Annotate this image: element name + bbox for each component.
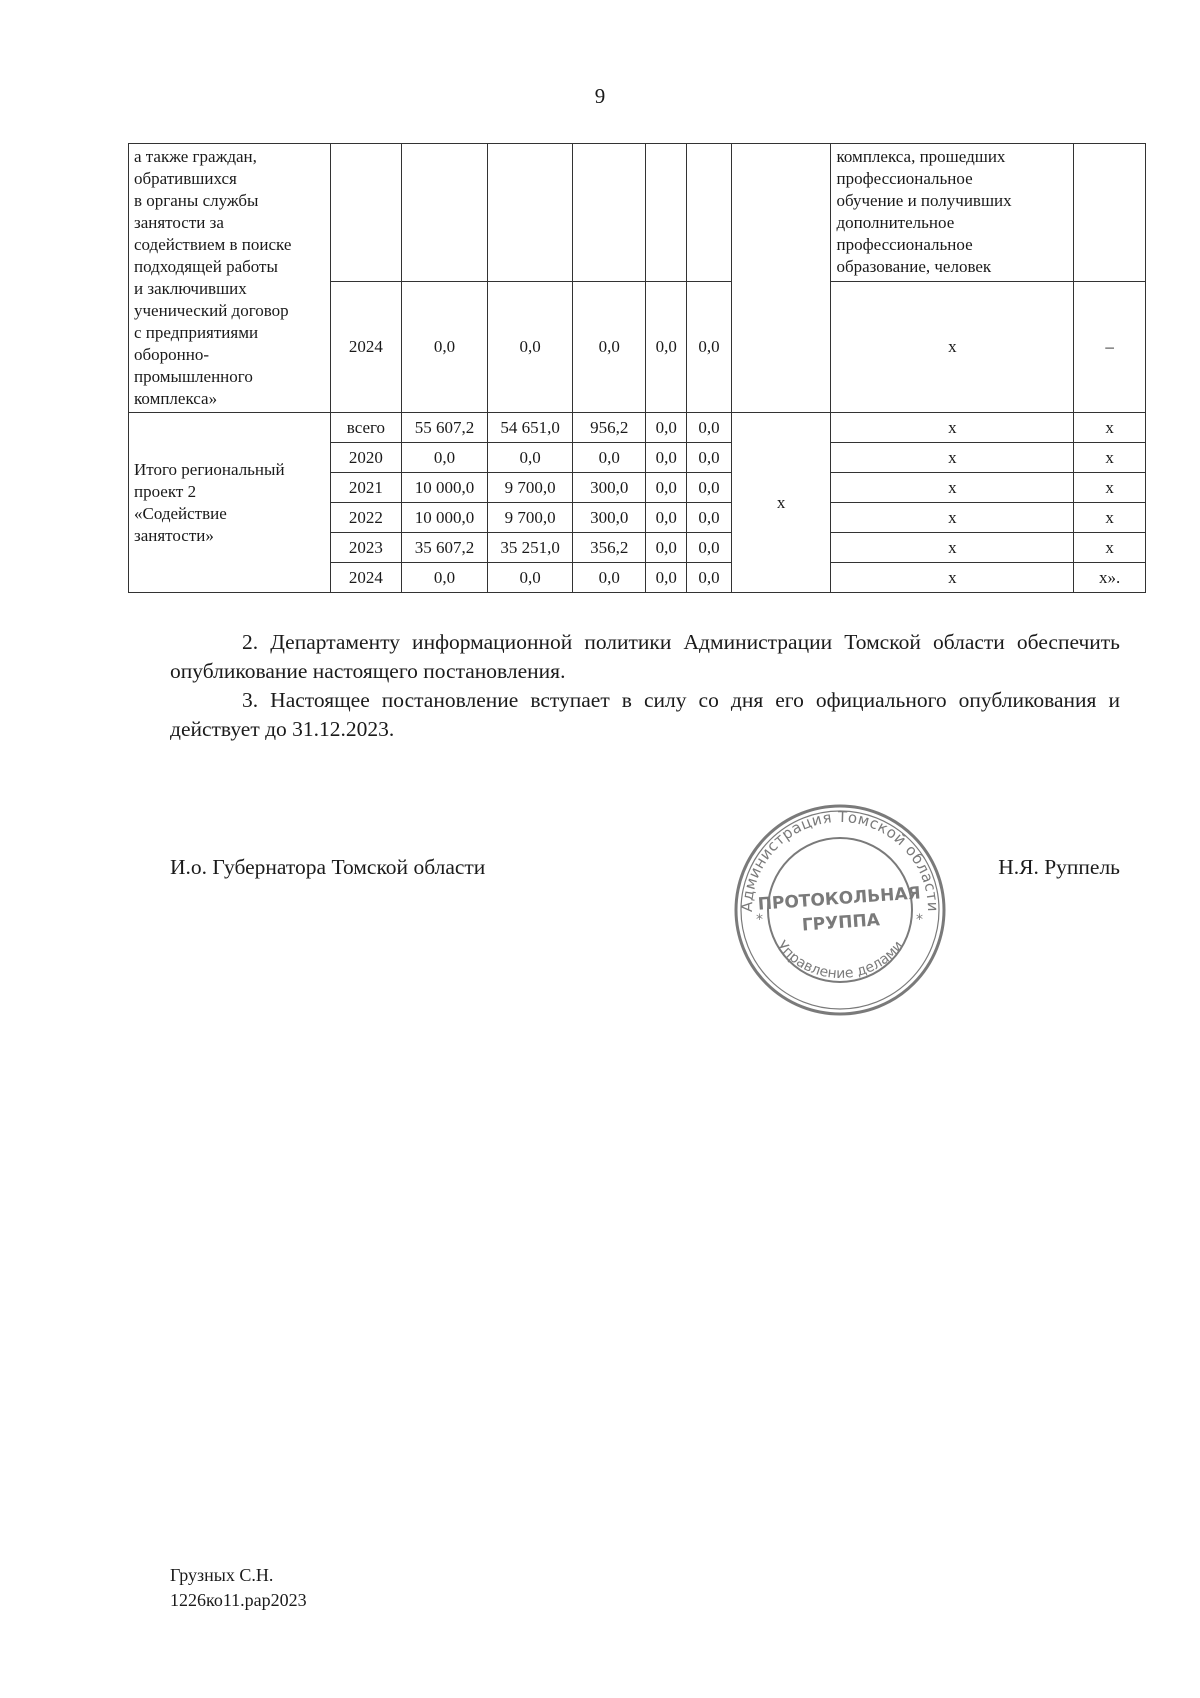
cell-line: промышленного	[134, 367, 253, 386]
value-cell: 0,0	[646, 563, 687, 593]
value-cell: 0,0	[687, 413, 731, 443]
indicator-value-cell: х	[831, 443, 1074, 473]
last-value-cell: х».	[1074, 563, 1146, 593]
cell-line: ученический договор	[134, 301, 289, 320]
year-cell: всего	[330, 413, 402, 443]
value-cell: 0,0	[487, 282, 573, 413]
cell-line: «Содействие	[134, 503, 227, 523]
value-cell: 0,0	[487, 443, 573, 473]
value-cell: 300,0	[573, 503, 646, 533]
value-cell: 9 700,0	[487, 503, 573, 533]
executor-name: Грузных С.Н.	[170, 1565, 274, 1585]
indicator-value-cell: х	[831, 503, 1074, 533]
cell-line: и заключивших	[134, 279, 247, 298]
value-cell: 35 251,0	[487, 533, 573, 563]
budget-table	[128, 143, 1146, 593]
executor-cell	[731, 144, 831, 413]
executor-info	[170, 1563, 307, 1613]
table-cell	[1074, 144, 1146, 282]
cell-line: подходящей работы	[134, 257, 278, 276]
year-cell: 2020	[330, 443, 402, 473]
year-cell: 2024	[330, 563, 402, 593]
stamp-seal	[730, 800, 950, 1020]
table-cell	[573, 144, 646, 282]
value-cell: 35 607,2	[402, 533, 488, 563]
cell-line: а также граждан,	[134, 147, 257, 166]
cell-line: с предприятиями	[134, 323, 259, 342]
stamp-bottom-text: Управление делами	[773, 937, 907, 983]
cell-line: профессиональное	[836, 169, 973, 188]
value-cell: 10 000,0	[402, 473, 488, 503]
paragraph: 3. Настоящее постановление вступает в силу со дня его официального опубликования и действует до 31.12.2023.	[170, 688, 1120, 741]
stamp-ring-text: Администрация Томской области	[737, 807, 943, 913]
cell-line: комплекса, прошедших	[836, 147, 1006, 166]
executor-cell: х	[731, 413, 831, 593]
cell-line: проект 2	[134, 481, 197, 501]
value-cell: 0,0	[687, 443, 731, 473]
last-value-cell: х	[1074, 473, 1146, 503]
signatory-name: Н.Я. Руппель	[998, 855, 1120, 879]
cell-line: комплекса»	[134, 389, 218, 408]
value-cell: 0,0	[573, 282, 646, 413]
value-cell: 0,0	[646, 443, 687, 473]
last-value-cell: х	[1074, 413, 1146, 443]
value-cell: 0,0	[402, 563, 488, 593]
indicator-value-cell: х	[831, 413, 1074, 443]
value-cell: 9 700,0	[487, 473, 573, 503]
value-cell: 0,0	[402, 282, 488, 413]
svg-text:*: *	[916, 912, 923, 928]
total-name-cell	[129, 413, 331, 593]
value-cell: 0,0	[646, 503, 687, 533]
year-cell: 2021	[330, 473, 402, 503]
body-text	[170, 628, 1120, 744]
table-cell	[487, 144, 573, 282]
indicator-value-cell: х	[831, 533, 1074, 563]
last-value-cell: х	[1074, 503, 1146, 533]
value-cell: 0,0	[646, 533, 687, 563]
value-cell: 0,0	[573, 443, 646, 473]
cell-line: образование, человек	[836, 257, 992, 276]
value-cell: 0,0	[687, 533, 731, 563]
value-cell: 0,0	[687, 282, 731, 413]
value-cell: 0,0	[573, 563, 646, 593]
cell-line: содействием в поиске	[134, 235, 292, 254]
cell-line: оборонно-	[134, 345, 210, 364]
cell-line: обратившихся	[134, 169, 237, 188]
cell-line: обучение и получивших	[836, 191, 1012, 210]
table-cell	[402, 144, 488, 282]
stamp-center-line2: ГРУППА	[801, 910, 881, 936]
value-cell: 0,0	[646, 413, 687, 443]
value-cell: 0,0	[687, 563, 731, 593]
value-cell: 0,0	[687, 503, 731, 533]
value-cell: 54 651,0	[487, 413, 573, 443]
table-row	[129, 413, 1146, 443]
cell-line: профессиональное	[836, 235, 973, 254]
paragraph: 2. Департаменту информационной политики Администрации Томской области обеспечить опубликование настоящего постановления.	[170, 630, 1120, 683]
value-cell: 0,0	[646, 473, 687, 503]
indicator-value-cell: х	[831, 282, 1074, 413]
table-row	[129, 144, 1146, 282]
last-value-cell: х	[1074, 533, 1146, 563]
stamp-center-line1: ПРОТОКОЛЬНАЯ	[757, 883, 922, 915]
measure-name-cell	[129, 144, 331, 413]
table-cell	[646, 144, 687, 282]
indicator-value-cell: х	[831, 563, 1074, 593]
signatory-role: И.о. Губернатора Томской области	[170, 855, 486, 879]
svg-text:*: *	[756, 912, 763, 928]
value-cell: 10 000,0	[402, 503, 488, 533]
value-cell: 956,2	[573, 413, 646, 443]
value-cell: 356,2	[573, 533, 646, 563]
value-cell: 300,0	[573, 473, 646, 503]
cell-line: дополнительное	[836, 213, 955, 232]
value-cell: 0,0	[487, 563, 573, 593]
last-value-cell: х	[1074, 443, 1146, 473]
cell-line: занятости за	[134, 213, 224, 232]
value-cell: 0,0	[687, 473, 731, 503]
last-value-cell: –	[1074, 282, 1146, 413]
year-cell: 2024	[330, 282, 402, 413]
year-cell: 2023	[330, 533, 402, 563]
value-cell: 0,0	[402, 443, 488, 473]
file-code: 1226ко11.рар2023	[170, 1590, 307, 1610]
indicator-name-cell	[831, 144, 1074, 282]
cell-line: в органы службы	[134, 191, 259, 210]
value-cell: 0,0	[646, 282, 687, 413]
table-cell	[687, 144, 731, 282]
year-cell: 2022	[330, 503, 402, 533]
value-cell: 55 607,2	[402, 413, 488, 443]
page-number: 9	[594, 84, 606, 108]
table-cell	[330, 144, 402, 282]
indicator-value-cell: х	[831, 473, 1074, 503]
cell-line: Итого региональный	[134, 459, 285, 479]
cell-line: занятости»	[134, 525, 214, 545]
